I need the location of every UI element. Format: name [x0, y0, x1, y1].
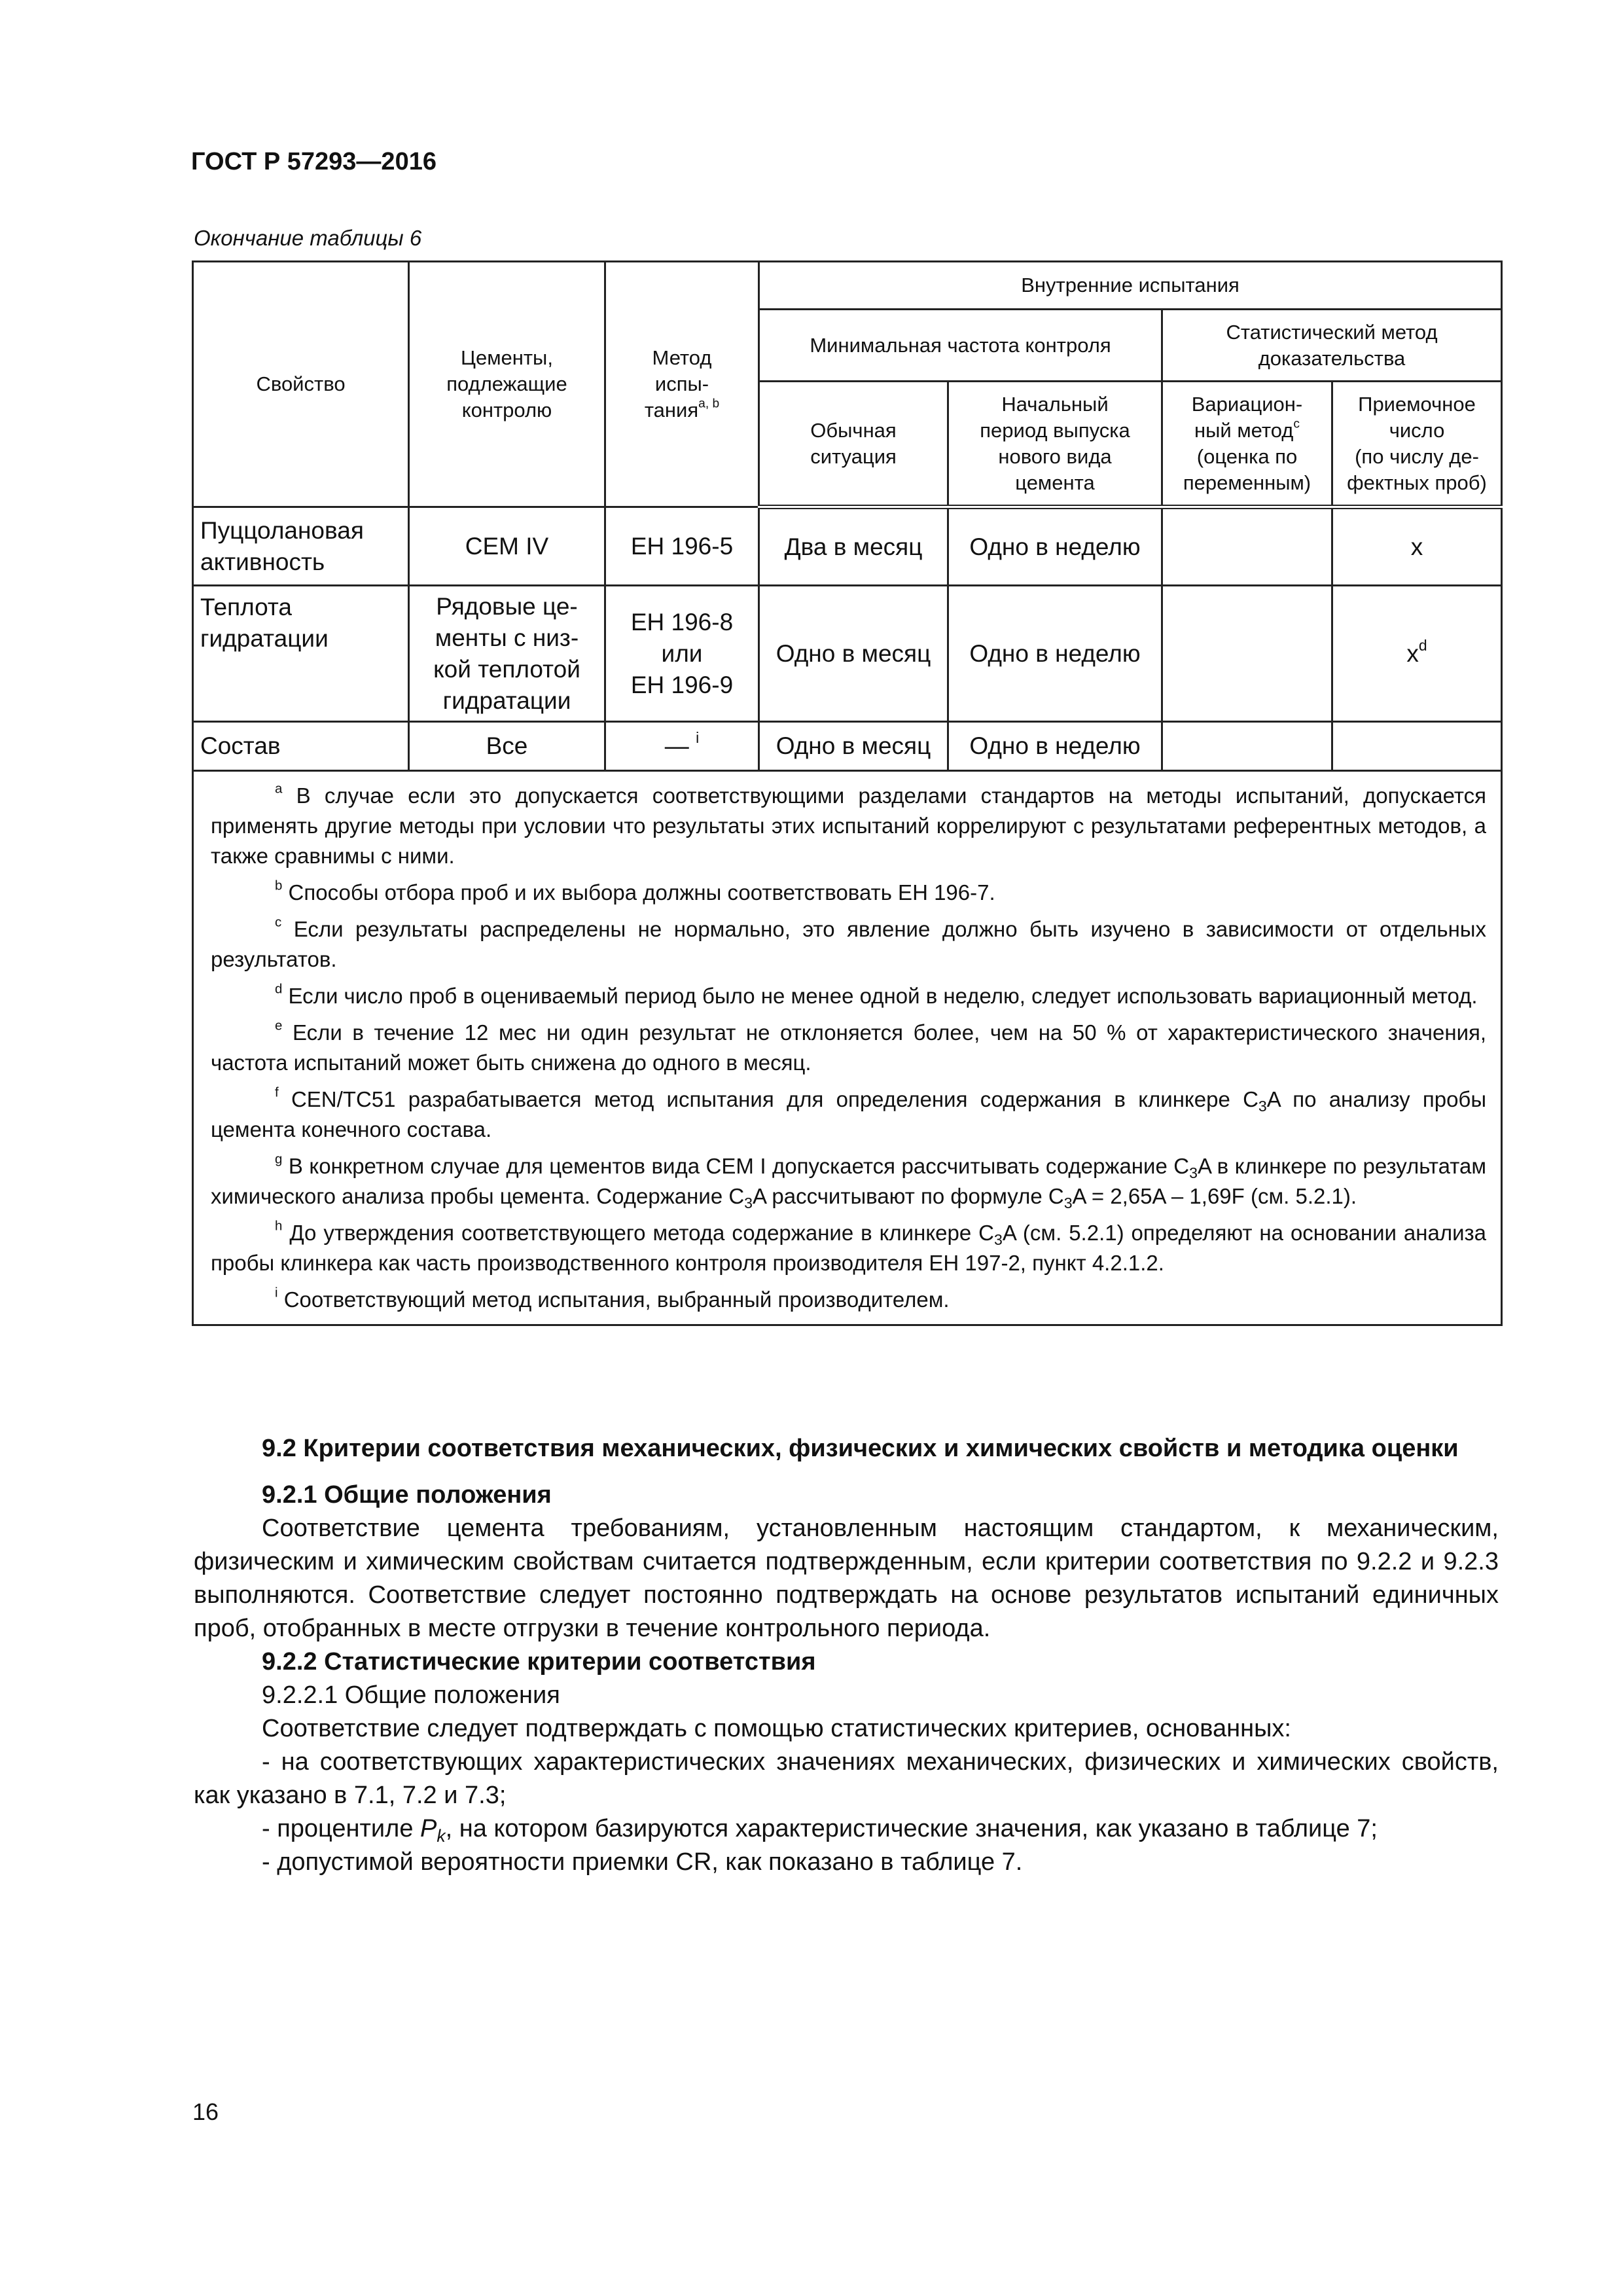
cell-variation — [1162, 507, 1332, 586]
table-caption: Окончание таблицы 6 — [194, 226, 422, 250]
heading-9-2: 9.2 Критерии соответствия механических, физических и химических свойств и методика оценки — [262, 1435, 1459, 1462]
heading-9-2-2: 9.2.2 Статистические критерии соответствия — [262, 1648, 816, 1676]
cell-acceptance: x — [1332, 507, 1502, 586]
footnote-i: $^i$ Соответствующий метод испытания, выбранный производителем. — [275, 1285, 950, 1312]
cell-cements: CEM IV — [409, 507, 605, 586]
cell-acceptance — [1332, 722, 1502, 771]
cell-method: ЕН 196-8 или ЕН 196-9 — [605, 586, 759, 722]
header-internal-tests: Внутренние испытания — [759, 262, 1502, 310]
page-number: 16 — [192, 2098, 219, 2125]
cell-property: Пуццолановая активность — [193, 507, 409, 586]
header-cements: Цементы, подлежащие контролю — [409, 262, 605, 507]
list-item: - допустимой вероятности приемки CR, как показано в таблице 7. — [262, 1848, 1023, 1876]
document-id: ГОСТ Р 57293—2016 — [191, 148, 437, 175]
list-item: - процентиле $P_k$, на котором базируются характеристические значения, как указано в таблице 7; — [262, 1815, 1378, 1846]
table-row — [193, 722, 1502, 771]
footnote-d: $^d$ Если число проб в оцениваемый период было не менее одной в неделю, следует использовать вариационный метод. — [275, 981, 1478, 1008]
footnote-a: $^a$ В случае если это допускается соответствующими разделами стандартов на методы испытаний, допускается применять другие методы при условии что результаты этих испытаний коррелируют с результатами референтных методов, а также сравнимы с ними. — [211, 781, 1487, 868]
heading-9-2-2-1: 9.2.2.1 Общие положения — [262, 1681, 560, 1709]
footnote-e: $^e$ Если в течение 12 мес ни один результат не отклоняется более, чем на 50 % от характеристического значения, частота испытаний может быть снижена до одного в месяц. — [211, 1018, 1487, 1075]
footnote-f: $^f$ CEN/TC51 разрабатывается метод испытания для определения содержания в клинкере $C_3A$ по анализу пробы цемента конечного состава. — [211, 1085, 1487, 1141]
footnote-h: $^h$ До утверждения соответствующего метода содержание в клинкере $C_3A$ (см. 5.2.1) определяют на основании анализа пробы клинкера как часть производственного контроля производителя ЕН 197-2, пункт 4.2.1.2. — [211, 1218, 1487, 1275]
cell-cements: Все — [409, 722, 605, 771]
heading-9-2-1: 9.2.1 Общие положения — [262, 1481, 552, 1509]
header-initial: Начальный период выпуска нового вида цемента — [948, 382, 1162, 507]
cell-property: Состав — [193, 722, 409, 771]
footnote-b: $^b$ Способы отбора проб и их выбора должны соответствовать ЕН 196-7. — [275, 878, 995, 905]
header-acceptance: Приемочное число (по числу де- фектных проб) — [1332, 382, 1502, 507]
cell-normal: Два в месяц — [759, 507, 948, 586]
table-footnotes — [193, 771, 1502, 1325]
cell-initial: Одно в неделю — [948, 722, 1162, 771]
cell-initial: Одно в неделю — [948, 507, 1162, 586]
header-property: Свойство — [193, 262, 409, 507]
paragraph-9-2-1: Соответствие цемента требованиям, установленным настоящим стандартом, к механическим, физическим и химическим свойствам считается подтвержденным, если критерии соответствия по 9.2.2 и 9.2.3 выполняются. Соответствие следует постоянно подтверждать на основе результатов испытаний единичных проб, отобранных в месте отгрузки в течение контрольного периода. — [194, 1515, 1499, 1642]
cell-initial: Одно в неделю — [948, 586, 1162, 722]
cell-acceptance: $x^d$ — [1332, 586, 1502, 722]
header-min-frequency: Минимальная частота контроля — [759, 310, 1162, 382]
list-item: - на соответствующих характеристических значениях механических, физических и химических свойств, как указано в 7.1, 7.2 и 7.3; — [194, 1748, 1499, 1809]
table-row — [193, 586, 1502, 722]
cell-variation — [1162, 586, 1332, 722]
cell-method: — $^i$ — [605, 722, 759, 771]
table-row — [193, 507, 1502, 586]
section-9-2 — [194, 1432, 1499, 1879]
cell-property: Теплота гидратации — [193, 586, 409, 722]
cell-cements: Рядовые це- менты с низ- кой теплотой гидратации — [409, 586, 605, 722]
cell-normal: Одно в месяц — [759, 722, 948, 771]
header-normal: Обычная ситуация — [759, 382, 948, 507]
footnote-c: $^c$ Если результаты распределены не нормально, это явление должно быть изучено в зависимости от отдельных результатов. — [211, 914, 1487, 971]
cell-variation — [1162, 722, 1332, 771]
table-6 — [192, 260, 1503, 1326]
footnote-g: $^g$ В конкретном случае для цементов вида CEM I допускается рассчитывать содержание $C_3A$ в клинкере по результатам химического анализа пробы цемента. Содержание $C_3A$ рассчитывают по формуле $C_3A = 2,65A - 1,69F$ (см. 5.2.1). — [211, 1151, 1487, 1211]
cell-normal: Одно в месяц — [759, 586, 948, 722]
paragraph-9-2-2-1: Соответствие следует подтверждать с помощью статистических критериев, основанных: — [262, 1715, 1291, 1742]
header-method: Метод испы- тания$^{a, b}$ — [605, 262, 759, 507]
header-stat-method: Статистический метод доказательства — [1162, 310, 1502, 382]
cell-method: ЕН 196-5 — [605, 507, 759, 586]
header-variation: Вариацион- ный метод$^c$ (оценка по переменным) — [1162, 382, 1332, 507]
